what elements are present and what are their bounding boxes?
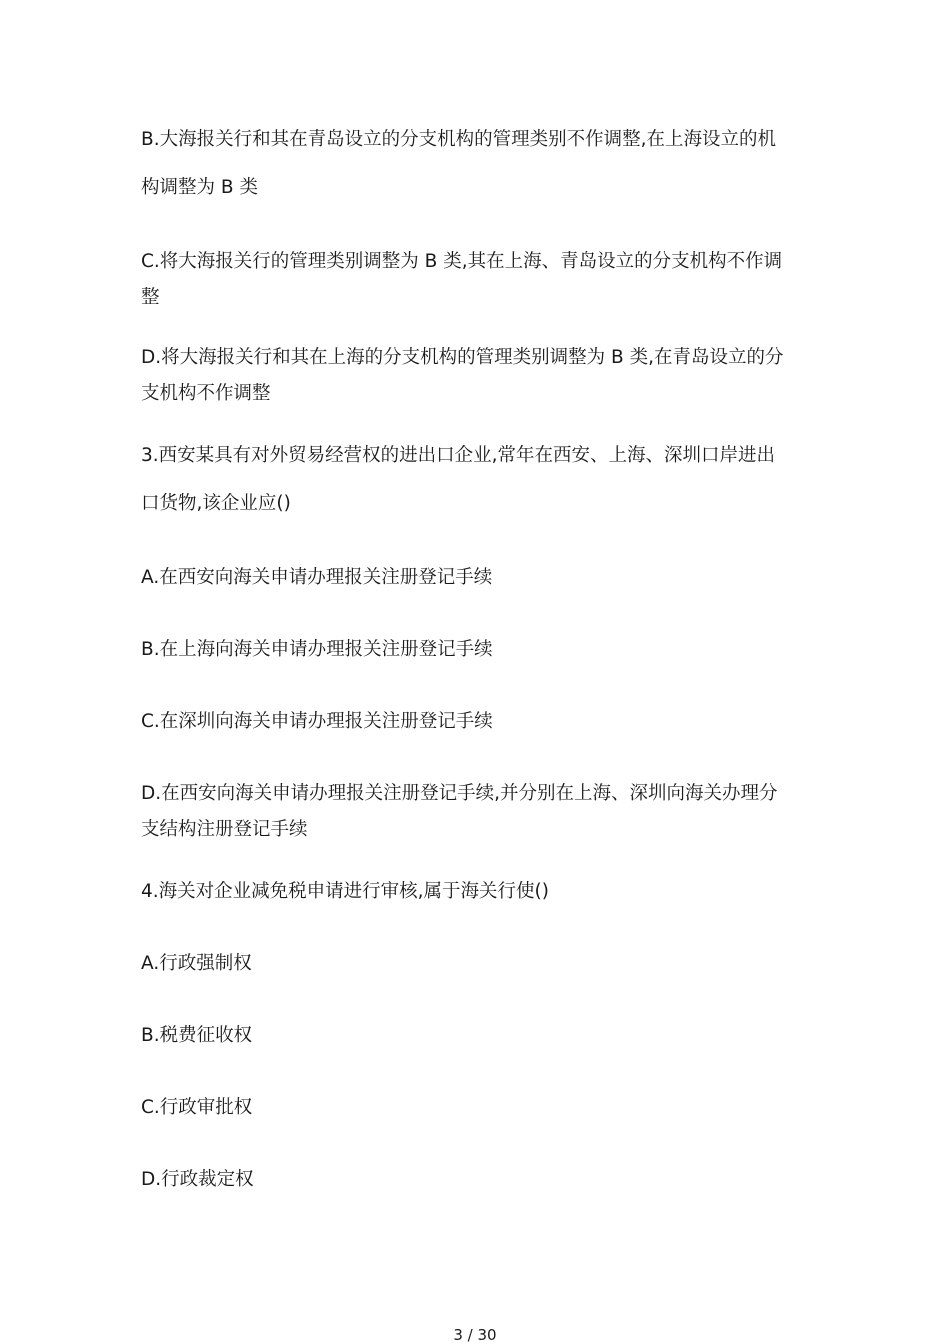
question-3-line-1: 3.西安某具有对外贸易经营权的进出口企业,常年在西安、上海、深圳口岸进出 [141, 445, 776, 466]
option-b-line-2: 构调整为 B 类 [141, 177, 258, 198]
option-d-line-1: D.将大海报关行和其在上海的分支机构的管理类别调整为 B 类,在青岛设立的分 [141, 347, 784, 368]
question-4: 4.海关对企业减免税申请进行审核,属于海关行使() [141, 881, 549, 902]
q4-option-a: A.行政强制权 [141, 953, 252, 974]
q3-option-a: A.在西安向海关申请办理报关注册登记手续 [141, 567, 493, 588]
q3-option-b: B.在上海向海关申请办理报关注册登记手续 [141, 639, 493, 660]
page-number: 3 / 30 [453, 1326, 497, 1344]
option-d-line-2: 支机构不作调整 [141, 383, 271, 404]
option-c-line-2: 整 [141, 287, 160, 308]
q3-option-d-line-2: 支结构注册登记手续 [141, 819, 308, 840]
option-c-line-1: C.将大海报关行的管理类别调整为 B 类,其在上海、青岛设立的分支机构不作调 [141, 251, 783, 272]
q4-option-b: B.税费征收权 [141, 1025, 253, 1046]
option-b-line-1: B.大海报关行和其在青岛设立的分支机构的管理类别不作调整,在上海设立的机 [141, 129, 776, 150]
q3-option-c: C.在深圳向海关申请办理报关注册登记手续 [141, 711, 493, 732]
question-3-line-2: 口货物,该企业应() [141, 493, 291, 514]
q4-option-c: C.行政审批权 [141, 1097, 253, 1118]
q3-option-d-line-1: D.在西安向海关申请办理报关注册登记手续,并分别在上海、深圳向海关办理分 [141, 783, 778, 804]
q4-option-d: D.行政裁定权 [141, 1169, 254, 1190]
